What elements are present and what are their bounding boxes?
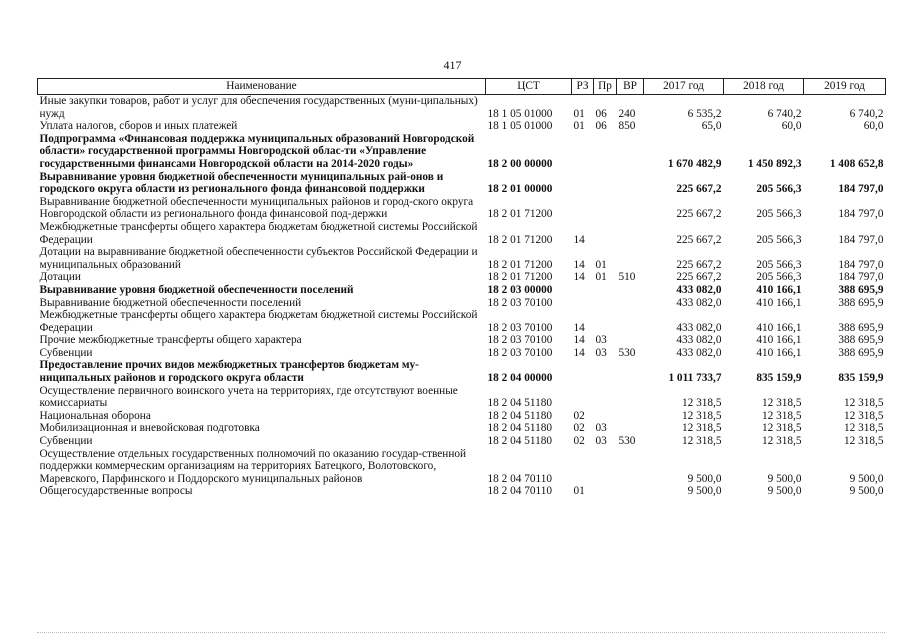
cell-y2017: 433 082,0 (676, 346, 722, 359)
table-row (38, 309, 886, 334)
cell-y2019: 835 159,9 (838, 372, 884, 385)
cell-name: Межбюджетные трансферты общего характера бюджетам бюджетной системы Российской Федерации (39, 220, 478, 246)
cell-pr (594, 359, 617, 384)
cell-y2019: 388 695,9 (838, 283, 884, 296)
cell-vr: 850 (618, 120, 636, 133)
cell-rz: 01 (573, 107, 585, 120)
cell-name: Дотации (39, 271, 81, 284)
cell-y2017: 12 318,5 (681, 397, 722, 410)
cell-name: Субвенции (39, 435, 93, 448)
cell-y2017: 1 011 733,7 (668, 372, 722, 385)
cell-y2018: 60,0 (781, 120, 802, 133)
cell-y2019: 60,0 (863, 120, 884, 133)
table-row (38, 120, 886, 133)
cell-name: Иные закупки товаров, работ и услуг для обеспечения государственных (муни-ципальных) нужд (39, 95, 478, 120)
cell-rz: 14 (573, 334, 585, 347)
table-row (38, 246, 886, 271)
table-row (38, 435, 886, 448)
cell-y2019: 388 695,9 (838, 321, 884, 334)
cell-y2018: 12 318,5 (761, 409, 802, 422)
cell-code: 18 2 01 71200 (487, 208, 553, 221)
table-row (38, 271, 886, 284)
cell-y2019: 184 797,0 (838, 208, 884, 221)
cell-code: 18 2 04 51180 (487, 435, 553, 448)
cell-y2017: 9 500,0 (687, 485, 722, 498)
cell-code: 18 2 01 71200 (487, 271, 553, 284)
cell-name: Подпрограмма «Финансовая поддержка муниципальных образований Новгородской области» государственной программы Новгородской облас-ти «Управление государственными финансами Новгородской области на 2014-2020 годы» (39, 132, 475, 170)
cell-y2017: 225 667,2 (676, 233, 722, 246)
cell-y2019: 388 695,9 (838, 334, 884, 347)
cell-name: Мобилизационная и вневойсковая подготовка (39, 422, 260, 435)
cell-rz (572, 359, 594, 384)
cell-rz (572, 196, 594, 221)
table-row (38, 171, 886, 196)
cell-y2019: 184 797,0 (838, 183, 884, 196)
cell-vr: 510 (618, 271, 636, 284)
cell-y2019: 12 318,5 (843, 397, 884, 410)
table-row (38, 284, 886, 297)
cell-y2019: 1 408 652,8 (829, 157, 884, 170)
table-row (38, 385, 886, 410)
cell-rz: 14 (573, 321, 585, 334)
cell-y2019: 184 797,0 (838, 233, 884, 246)
cell-y2017: 433 082,0 (676, 321, 722, 334)
cell-vr (617, 385, 644, 410)
cell-pr (594, 284, 617, 297)
cell-vr (617, 485, 644, 498)
page-number: 417 (443, 58, 462, 72)
cell-pr: 03 (595, 334, 607, 347)
cell-y2017: 225 667,2 (676, 271, 722, 284)
cell-code: 18 2 03 70100 (487, 346, 553, 359)
cell-y2019: 12 318,5 (843, 409, 884, 422)
cell-y2019: 9 500,0 (849, 472, 884, 485)
cell-rz: 14 (573, 346, 585, 359)
cell-pr: 06 (595, 120, 607, 133)
cell-y2019: 388 695,9 (838, 296, 884, 309)
table-row (38, 95, 886, 121)
cell-pr: 06 (595, 107, 607, 120)
cell-y2018: 9 500,0 (767, 472, 802, 485)
cell-pr (594, 410, 617, 423)
table-row (38, 410, 886, 423)
cell-code: 18 2 00 00000 (487, 157, 553, 170)
cell-y2018: 12 318,5 (761, 397, 802, 410)
cell-code: 18 2 01 00000 (487, 183, 553, 196)
cell-y2017: 225 667,2 (676, 258, 722, 271)
cell-y2019: 6 740,2 (849, 107, 884, 120)
header-code: ЦСТ (486, 79, 572, 95)
cell-vr (617, 410, 644, 423)
cell-vr (617, 171, 644, 196)
cell-y2017: 12 318,5 (681, 422, 722, 435)
cell-rz: 14 (573, 233, 585, 246)
cell-rz: 02 (573, 409, 585, 422)
cell-code: 18 2 04 70110 (487, 472, 553, 485)
cell-y2018: 205 566,3 (756, 271, 802, 284)
cell-y2018: 410 166,1 (756, 321, 802, 334)
cell-pr: 03 (595, 422, 607, 435)
cell-name: Межбюджетные трансферты общего характера бюджетам бюджетной системы Российской Федерации (39, 309, 478, 334)
cell-code: 18 1 05 01000 (487, 120, 553, 133)
cell-y2018: 9 500,0 (767, 485, 802, 498)
cell-pr (594, 133, 617, 171)
cell-vr (617, 133, 644, 171)
cell-rz (572, 385, 594, 410)
cell-y2017: 9 500,0 (687, 472, 722, 485)
cell-code: 18 2 04 70110 (487, 485, 553, 498)
cell-rz: 02 (573, 435, 585, 448)
table-row (38, 221, 886, 246)
cell-y2017: 433 082,0 (676, 334, 722, 347)
cell-rz (572, 171, 594, 196)
cell-y2018: 12 318,5 (761, 422, 802, 435)
cell-y2019: 12 318,5 (843, 435, 884, 448)
table-header-row (38, 79, 886, 95)
cell-y2017: 225 667,2 (676, 208, 722, 221)
cell-code: 18 2 04 00000 (487, 372, 553, 385)
cell-vr (617, 448, 644, 486)
header-rz: РЗ (572, 79, 594, 95)
header-2018: 2018 год (724, 79, 804, 95)
cell-code: 18 1 05 01000 (487, 107, 553, 120)
cell-rz (572, 284, 594, 297)
cell-y2017: 12 318,5 (681, 435, 722, 448)
cell-y2018: 6 740,2 (767, 107, 802, 120)
cell-y2017: 12 318,5 (681, 409, 722, 422)
table-row (38, 448, 886, 486)
cell-code: 18 2 04 51180 (487, 397, 553, 410)
cell-rz (572, 297, 594, 310)
cell-rz: 02 (573, 422, 585, 435)
cell-vr: 530 (618, 346, 636, 359)
cell-pr: 03 (595, 435, 607, 448)
cell-vr (617, 246, 644, 271)
header-pr: Пр (594, 79, 617, 95)
cell-vr (617, 334, 644, 347)
cell-y2017: 1 670 482,9 (667, 157, 722, 170)
cell-rz: 01 (573, 485, 585, 498)
cell-y2019: 184 797,0 (838, 258, 884, 271)
header-2019: 2019 год (804, 79, 886, 95)
cell-vr (617, 284, 644, 297)
cell-name: Общегосударственные вопросы (39, 485, 193, 498)
cell-y2018: 205 566,3 (756, 208, 802, 221)
table-row (38, 297, 886, 310)
cell-pr (594, 309, 617, 334)
cell-y2017: 225 667,2 (676, 183, 722, 196)
table-row (38, 196, 886, 221)
cell-pr (594, 385, 617, 410)
cell-vr (617, 196, 644, 221)
table-body (38, 95, 886, 499)
cell-vr (617, 422, 644, 435)
cell-pr: 01 (595, 258, 607, 271)
cell-y2018: 12 318,5 (761, 435, 802, 448)
header-name: Наименование (38, 79, 486, 95)
cell-y2018: 205 566,3 (756, 183, 802, 196)
table-row (38, 133, 886, 171)
cell-name: Прочие межбюджетные трансферты общего характера (39, 334, 302, 347)
cell-name: Предоставление прочих видов межбюджетных трансфертов бюджетам му-ниципальных районов и городского округа области (39, 359, 419, 385)
cell-name: Осуществление отдельных государственных полномочий по оказанию государ-ственной поддержки коммерческим организациям на территориях Батецкого, Волотовского, Маревского, Парфинского и Поддорского муниципальных районов (39, 447, 467, 485)
cell-y2019: 388 695,9 (838, 346, 884, 359)
cell-pr: 03 (595, 346, 607, 359)
cell-code: 18 2 03 00000 (487, 283, 553, 296)
cell-vr (617, 309, 644, 334)
cell-code: 18 2 01 71200 (487, 233, 553, 246)
cell-vr (617, 221, 644, 246)
cell-vr: 530 (618, 435, 636, 448)
cell-vr (617, 297, 644, 310)
cell-name: Выравнивание уровня бюджетной обеспеченности поселений (39, 283, 354, 296)
cell-y2017: 6 535,2 (687, 107, 722, 120)
cell-rz (572, 133, 594, 171)
table-row (38, 422, 886, 435)
cell-code: 18 2 03 70100 (487, 321, 553, 334)
cell-pr (594, 448, 617, 486)
cell-pr (594, 196, 617, 221)
table-row (38, 359, 886, 384)
bottom-divider (37, 632, 885, 634)
cell-name: Выравнивание уровня бюджетной обеспеченности муниципальных рай-онов и городского округа области из регионального фонда финансовой поддержки (39, 170, 444, 196)
cell-y2018: 205 566,3 (756, 258, 802, 271)
cell-y2019: 184 797,0 (838, 271, 884, 284)
table-row (38, 485, 886, 498)
cell-name: Осуществление первичного воинского учета на территориях, где отсутствуют военные комиссариаты (39, 384, 458, 410)
cell-y2018: 205 566,3 (756, 233, 802, 246)
cell-name: Национальная оборона (39, 409, 151, 422)
cell-vr (617, 359, 644, 384)
cell-y2017: 433 082,0 (676, 296, 722, 309)
cell-pr (594, 221, 617, 246)
cell-pr (594, 171, 617, 196)
cell-y2019: 12 318,5 (843, 422, 884, 435)
budget-table (37, 78, 886, 498)
cell-y2017: 65,0 (701, 120, 722, 133)
cell-y2018: 835 159,9 (756, 372, 802, 385)
cell-rz: 01 (573, 120, 585, 133)
cell-vr: 240 (618, 107, 636, 120)
cell-pr: 01 (595, 271, 607, 284)
table-row (38, 347, 886, 360)
cell-pr (594, 485, 617, 498)
cell-code: 18 2 03 70100 (487, 334, 553, 347)
header-vr: ВР (617, 79, 644, 95)
cell-code: 18 2 01 71200 (487, 258, 553, 271)
cell-pr (594, 297, 617, 310)
cell-y2018: 1 450 892,3 (747, 157, 802, 170)
cell-name: Субвенции (39, 346, 93, 359)
cell-y2019: 9 500,0 (849, 485, 884, 498)
header-2017: 2017 год (644, 79, 724, 95)
cell-y2018: 410 166,1 (756, 346, 802, 359)
cell-y2018: 410 166,1 (756, 334, 802, 347)
cell-rz (572, 448, 594, 486)
cell-y2018: 410 166,1 (756, 283, 802, 296)
cell-code: 18 2 03 70100 (487, 296, 553, 309)
cell-name: Выравнивание бюджетной обеспеченности муниципальных районов и город-ского округа Новгородской области из регионального фонда финансовой под-держки (39, 195, 474, 221)
cell-y2018: 410 166,1 (756, 296, 802, 309)
cell-code: 18 2 04 51180 (487, 409, 553, 422)
cell-name: Дотации на выравнивание бюджетной обеспеченности субъектов Российской Федерации и муниципальных образований (39, 246, 478, 271)
cell-name: Выравнивание бюджетной обеспеченности поселений (39, 296, 302, 309)
cell-name: Уплата налогов, сборов и иных платежей (39, 120, 238, 133)
cell-code: 18 2 04 51180 (487, 422, 553, 435)
cell-y2017: 433 082,0 (676, 283, 722, 296)
cell-rz: 14 (573, 258, 585, 271)
table-row (38, 334, 886, 347)
cell-rz: 14 (573, 271, 585, 284)
